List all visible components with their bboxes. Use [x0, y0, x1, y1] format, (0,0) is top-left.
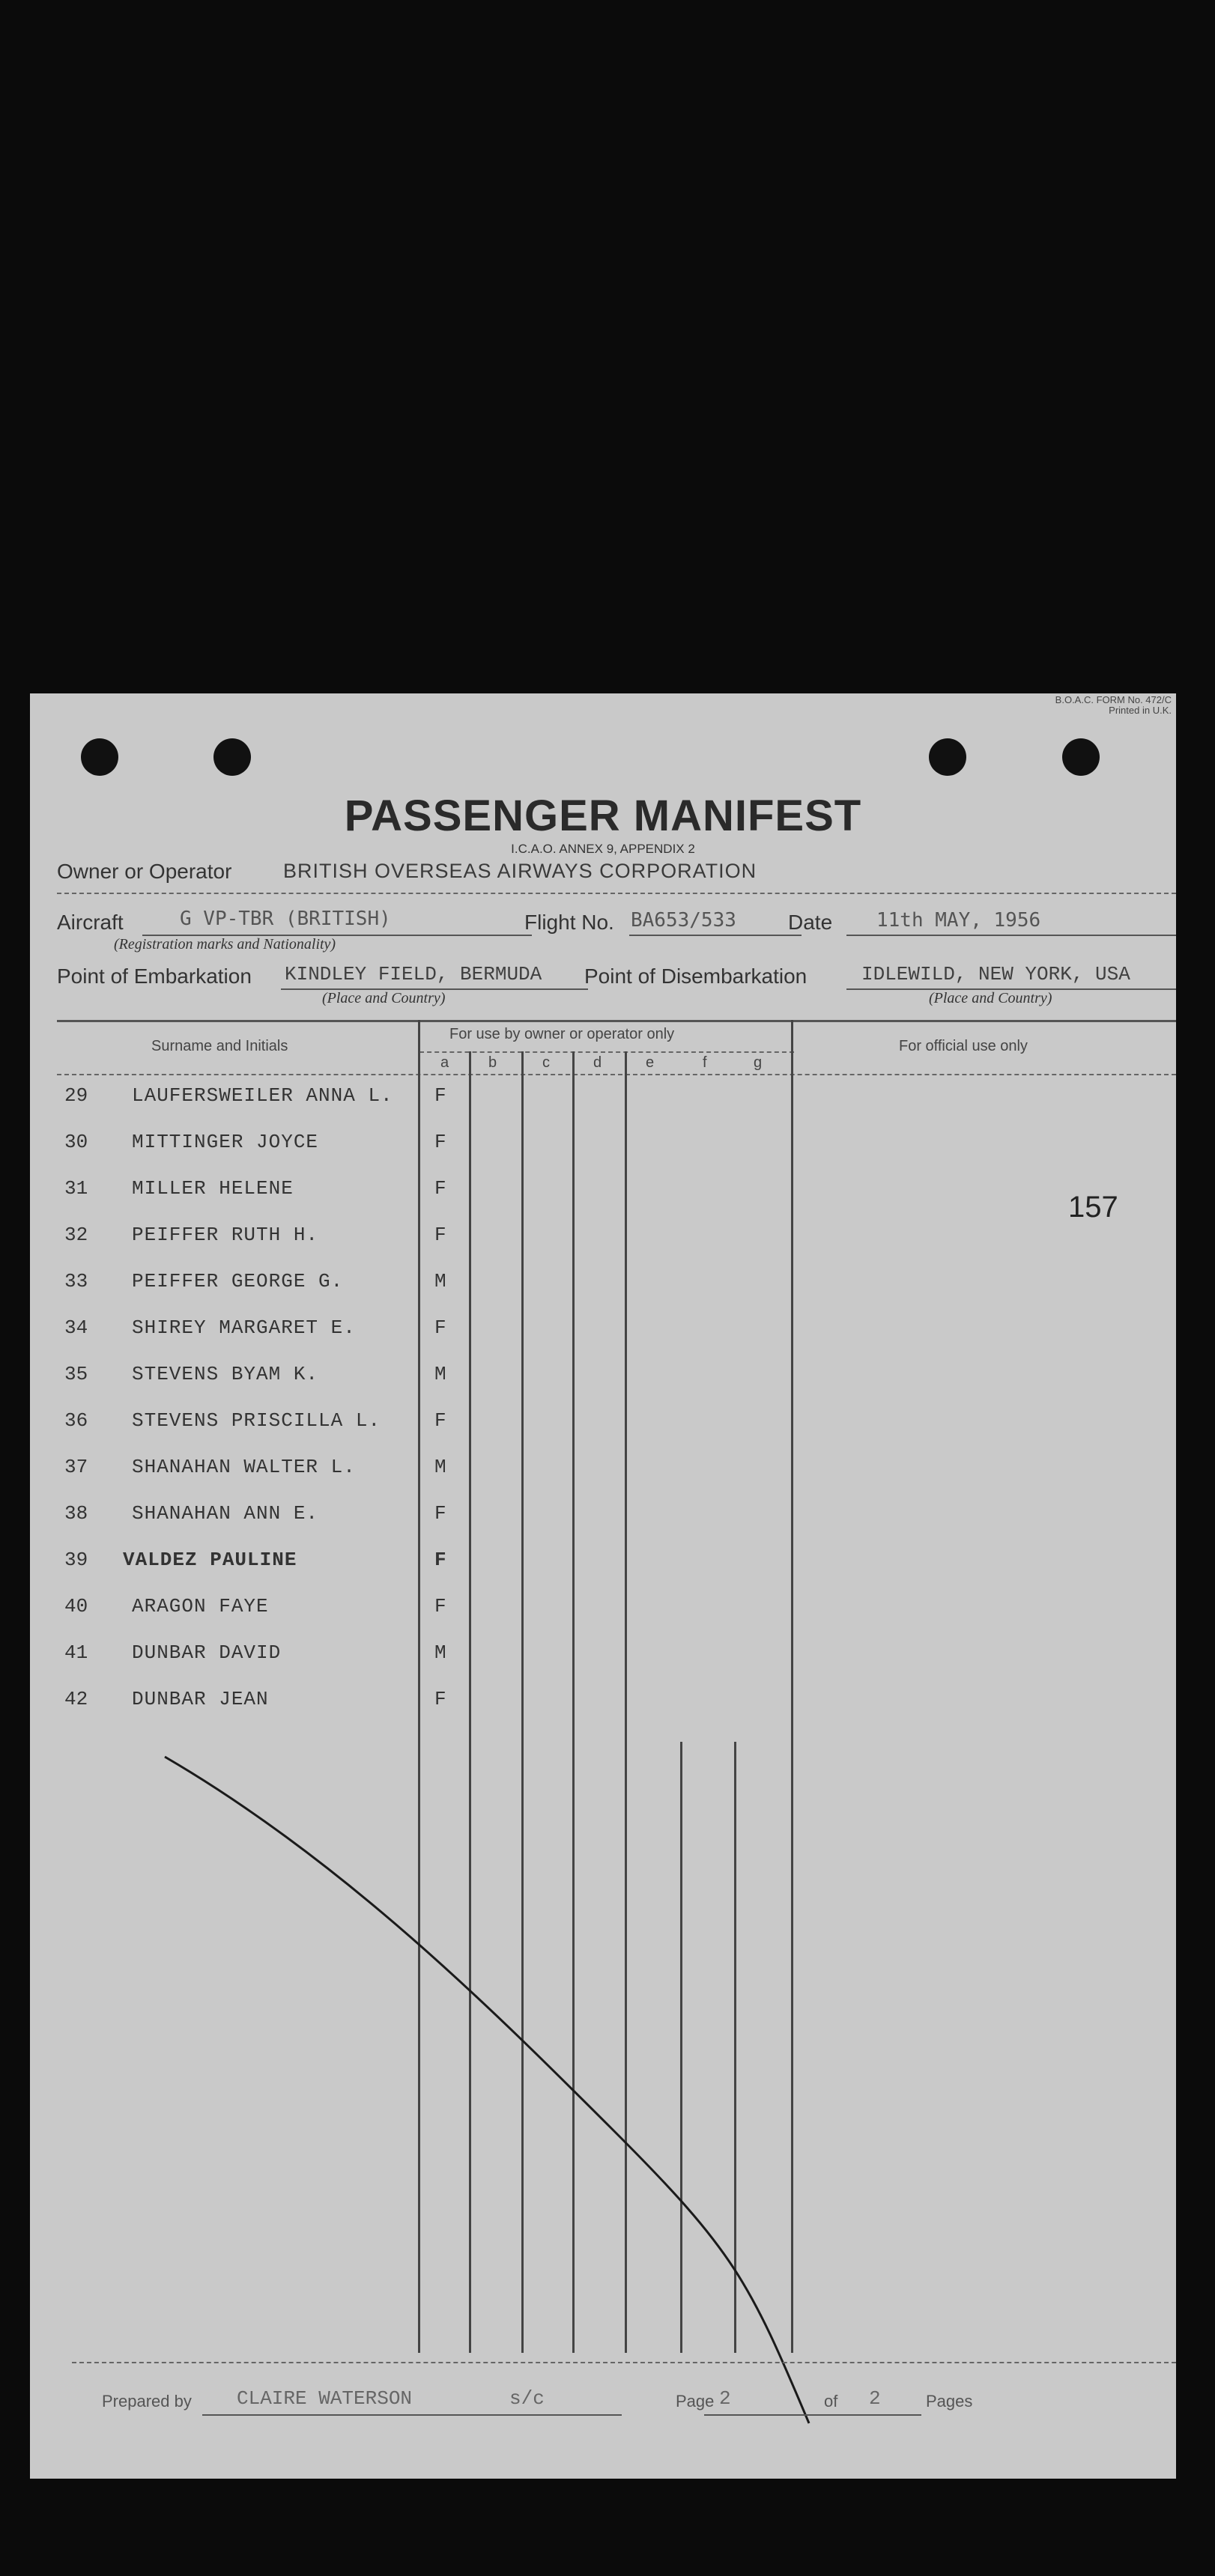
row-sex: F	[434, 1084, 446, 1107]
row-number: 36	[64, 1409, 88, 1432]
of-value: 2	[869, 2387, 881, 2410]
row-sex: F	[434, 1688, 446, 1710]
row-name: LAUFERSWEILER ANNA L.	[132, 1084, 393, 1107]
form-number-text: B.O.A.C. FORM No. 472/C	[1055, 694, 1172, 705]
date-label: Date	[788, 911, 833, 934]
row-number: 41	[64, 1641, 88, 1664]
owner-value: BRITISH OVERSEAS AIRWAYS CORPORATION	[283, 860, 757, 882]
row-name: DUNBAR DAVID	[132, 1641, 282, 1664]
row-number: 37	[64, 1456, 88, 1478]
row-name: SHANAHAN WALTER L.	[132, 1456, 356, 1478]
row-number: 32	[64, 1224, 88, 1246]
disembark-note: (Place and Country)	[929, 990, 1052, 1006]
row-name: STEVENS BYAM K.	[132, 1363, 319, 1385]
row-sex: M	[434, 1270, 446, 1292]
row-sex: F	[434, 1177, 446, 1200]
row-sex: M	[434, 1363, 446, 1385]
row-sex: M	[434, 1641, 446, 1664]
owner-label: Owner or Operator	[57, 860, 232, 883]
disembark-value: IDLEWILD, NEW YORK, USA	[861, 963, 1130, 985]
subcol-c: c	[542, 1054, 550, 1071]
page-title: PASSENGER MANIFEST	[344, 792, 862, 840]
row-number: 30	[64, 1131, 88, 1153]
row-name: MITTINGER JOYCE	[132, 1131, 319, 1153]
surname-header: Surname and Initials	[151, 1038, 288, 1054]
row-number: 40	[64, 1595, 88, 1617]
subcol-b: b	[488, 1054, 497, 1071]
aircraft-label: Aircraft	[57, 911, 124, 934]
page-underline	[704, 2414, 921, 2416]
disembark-label: Point of Disembarkation	[584, 965, 808, 988]
embark-note: (Place and Country)	[322, 990, 446, 1006]
row-number: 42	[64, 1688, 88, 1710]
cancel-diagonal-line	[30, 693, 1176, 2479]
flight-value: BA653/533	[631, 909, 736, 932]
row-name: PEIFFER RUTH H.	[132, 1224, 319, 1246]
row-name: SHIREY MARGARET E.	[132, 1316, 356, 1339]
pages-label: Pages	[926, 2392, 973, 2411]
row-number: 34	[64, 1316, 88, 1339]
official-header: For official use only	[899, 1038, 1028, 1054]
flight-label: Flight No.	[524, 911, 614, 934]
prepared-value: CLAIRE WATERSON	[237, 2387, 413, 2410]
row-sex: F	[434, 1595, 446, 1617]
manifest-sheet	[30, 693, 1176, 2479]
row-number: 33	[64, 1270, 88, 1292]
of-label: of	[824, 2392, 838, 2411]
row-sex: F	[434, 1409, 446, 1432]
subcol-d: d	[593, 1054, 602, 1071]
official-stamp-number: 157	[1068, 1191, 1118, 1224]
embark-value: KINDLEY FIELD, BERMUDA	[285, 963, 542, 985]
aircraft-note: (Registration marks and Nationality)	[114, 936, 336, 953]
row-name: STEVENS PRISCILLA L.	[132, 1409, 381, 1432]
row-number: 39	[64, 1549, 88, 1571]
row-number: 31	[64, 1177, 88, 1200]
prepared-label: Prepared by	[102, 2392, 192, 2411]
owner-use-header: For use by owner or operator only	[449, 1026, 675, 1042]
page-subtitle: I.C.A.O. ANNEX 9, APPENDIX 2	[511, 842, 695, 856]
embark-label: Point of Embarkation	[57, 965, 252, 988]
table-bottom-line	[72, 2362, 1176, 2363]
row-sex: F	[434, 1549, 446, 1571]
row-sex: M	[434, 1456, 446, 1478]
page-label: Page	[676, 2392, 715, 2411]
row-name: VALDEZ PAULINE	[123, 1549, 297, 1571]
row-sex: F	[434, 1131, 446, 1153]
date-value: 11th MAY, 1956	[876, 909, 1041, 932]
row-sex: F	[434, 1502, 446, 1525]
row-name: SHANAHAN ANN E.	[132, 1502, 319, 1525]
prepared-underline	[202, 2414, 622, 2416]
subcol-e: e	[646, 1054, 655, 1071]
row-name: PEIFFER GEORGE G.	[132, 1270, 344, 1292]
row-sex: F	[434, 1316, 446, 1339]
subcol-a: a	[440, 1054, 449, 1071]
row-number: 35	[64, 1363, 88, 1385]
subcol-g: g	[754, 1054, 763, 1071]
prepared-suffix: s/c	[509, 2387, 545, 2410]
row-name: MILLER HELENE	[132, 1177, 294, 1200]
subcol-f: f	[703, 1054, 707, 1071]
page-value: 2	[719, 2387, 731, 2410]
row-number: 29	[64, 1084, 88, 1107]
row-number: 38	[64, 1502, 88, 1525]
row-name: DUNBAR JEAN	[132, 1688, 269, 1710]
row-name: ARAGON FAYE	[132, 1595, 269, 1617]
row-sex: F	[434, 1224, 446, 1246]
aircraft-value: G VP-TBR (BRITISH)	[180, 908, 391, 930]
printed-in-text: Printed in U.K.	[1109, 705, 1172, 716]
